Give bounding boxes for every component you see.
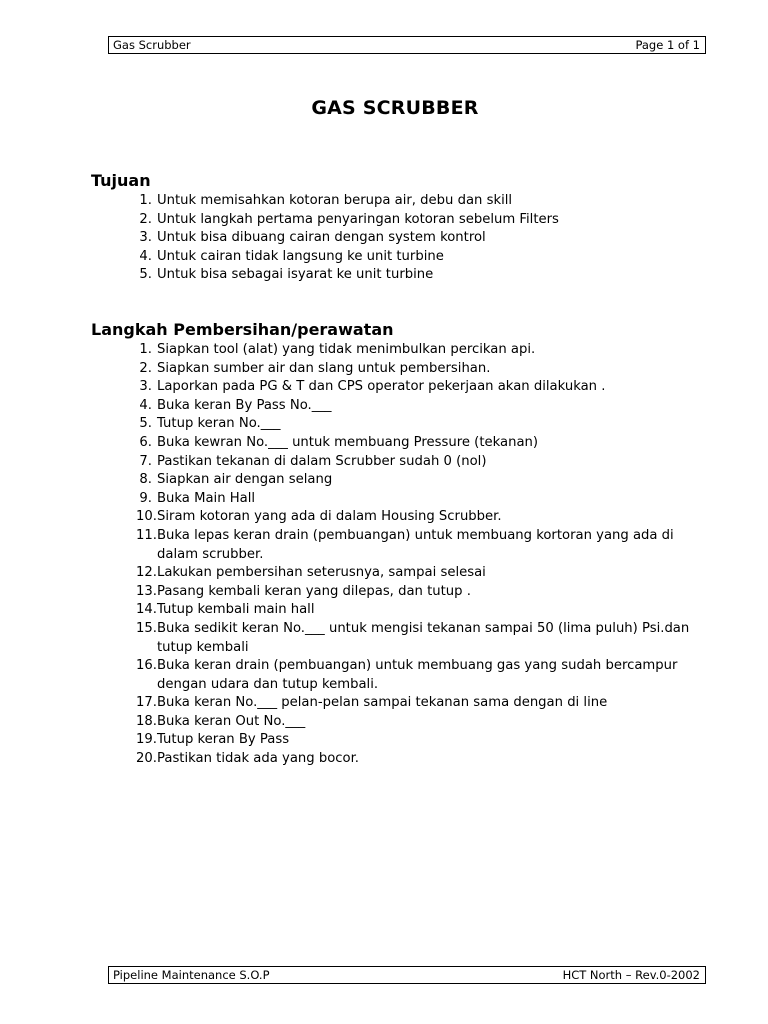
list-item <box>0 508 717 527</box>
list-item <box>0 415 717 434</box>
item-number: 4. <box>139 397 152 413</box>
item-number: 3. <box>139 230 152 246</box>
header-doc-name: Gas Scrubber <box>113 38 191 52</box>
item-number: 4. <box>139 248 152 264</box>
item-number: 15. <box>136 620 157 636</box>
item-text: Siapkan tool (alat) yang tidak menimbulkan percikan api. <box>157 342 536 357</box>
langkah-heading: Langkah Pembersihan/perawatan <box>91 320 394 339</box>
item-number: 2. <box>139 360 152 376</box>
item-number: 13. <box>136 583 157 599</box>
list-item <box>0 564 717 583</box>
list-item <box>0 583 717 602</box>
list-item <box>0 434 717 453</box>
item-number: 19. <box>136 732 157 748</box>
item-text: Buka keran drain (pembuangan) untuk membuang gas yang sudah bercampur dengan udara dan tutup kembali. <box>157 658 678 692</box>
list-item <box>0 397 717 416</box>
tujuan-heading: Tujuan <box>91 171 151 190</box>
list-item <box>0 378 717 397</box>
page-header <box>108 36 706 54</box>
item-number: 10. <box>136 509 157 525</box>
item-text: Pasang kembali keran yang dilepas, dan tutup . <box>157 583 471 599</box>
list-item <box>0 527 717 564</box>
list-item <box>0 750 717 769</box>
footer-revision: HCT North – Rev.0-2002 <box>562 968 700 982</box>
header-page-number: Page 1 of 1 <box>635 38 700 52</box>
item-number: 6. <box>139 434 152 450</box>
item-text: Tutup kembali main hall <box>157 602 315 618</box>
item-number: 1. <box>139 193 152 208</box>
item-number: 8. <box>139 472 152 488</box>
item-text: Buka keran No.___ pelan-pelan sampai tekanan sama dengan di line <box>157 695 608 711</box>
item-text: Buka sedikit keran No.___ untuk mengisi tekanan sampai 50 (lima puluh) Psi.dan tutup kembali <box>157 620 690 655</box>
list-item <box>0 620 717 657</box>
list-item <box>0 248 717 267</box>
item-number: 17. <box>136 695 157 711</box>
item-text: Untuk memisahkan kotoran berupa air, debu dan skill <box>157 193 513 208</box>
item-text: Untuk cairan tidak langsung ke unit turbine <box>157 248 444 264</box>
item-text: Untuk bisa dibuang cairan dengan system kontrol <box>157 230 486 246</box>
item-text: Pastikan tekanan di dalam Scrubber sudah 0 (nol) <box>157 453 487 469</box>
page-footer <box>108 966 706 984</box>
list-item <box>0 266 717 285</box>
item-text: Pastikan tidak ada yang bocor. <box>157 751 359 767</box>
list-item <box>0 490 717 509</box>
item-number: 2. <box>139 211 152 227</box>
item-text: Buka keran By Pass No.___ <box>157 397 332 413</box>
item-text: Siapkan air dengan selang <box>157 472 333 488</box>
item-text: Siram kotoran yang ada di dalam Housing Scrubber. <box>157 509 502 525</box>
item-text: Siapkan sumber air dan slang untuk pembersihan. <box>157 360 491 376</box>
list-item <box>0 713 717 732</box>
list-item <box>0 211 717 230</box>
langkah-list <box>0 341 717 769</box>
item-text: Buka keran Out No.___ <box>157 713 306 729</box>
item-text: Tutup keran By Pass <box>157 732 290 748</box>
item-number: 5. <box>139 416 152 432</box>
item-text: Untuk langkah pertama penyaringan kotoran sebelum Filters <box>157 211 559 227</box>
item-number: 16. <box>136 658 157 674</box>
tujuan-list <box>0 192 717 285</box>
item-number: 7. <box>139 453 152 469</box>
list-item <box>0 192 717 211</box>
item-text: Laporkan pada PG & T dan CPS operator pekerjaan akan dilakukan . <box>157 379 606 395</box>
item-text: Tutup keran No.___ <box>157 416 281 432</box>
list-item <box>0 341 717 360</box>
list-item <box>0 471 717 490</box>
document-title: GAS SCRUBBER <box>311 97 479 119</box>
item-number: 11. <box>136 527 157 543</box>
item-number: 18. <box>136 713 157 729</box>
footer-doc-series: Pipeline Maintenance S.O.P <box>113 968 270 982</box>
list-item <box>0 694 717 713</box>
item-text: Buka lepas keran drain (pembuangan) untuk membuang kortoran yang ada di dalam scrubber. <box>157 527 674 562</box>
item-number: 3. <box>139 379 152 395</box>
item-text: Untuk bisa sebagai isyarat ke unit turbine <box>157 267 434 283</box>
item-number: 20. <box>136 751 157 767</box>
item-text: Buka kewran No.___ untuk membuang Pressure (tekanan) <box>157 434 539 450</box>
item-number: 14. <box>136 602 157 618</box>
item-text: Lakukan pembersihan seterusnya, sampai selesai <box>157 565 486 581</box>
item-text: Buka Main Hall <box>157 490 256 506</box>
list-item <box>0 229 717 248</box>
item-number: 12. <box>136 565 157 581</box>
list-item <box>0 453 717 472</box>
list-item <box>0 731 717 750</box>
item-number: 1. <box>139 342 152 357</box>
list-item <box>0 657 717 694</box>
item-number: 5. <box>139 267 152 283</box>
item-number: 9. <box>139 490 152 506</box>
list-item <box>0 360 717 379</box>
list-item <box>0 601 717 620</box>
